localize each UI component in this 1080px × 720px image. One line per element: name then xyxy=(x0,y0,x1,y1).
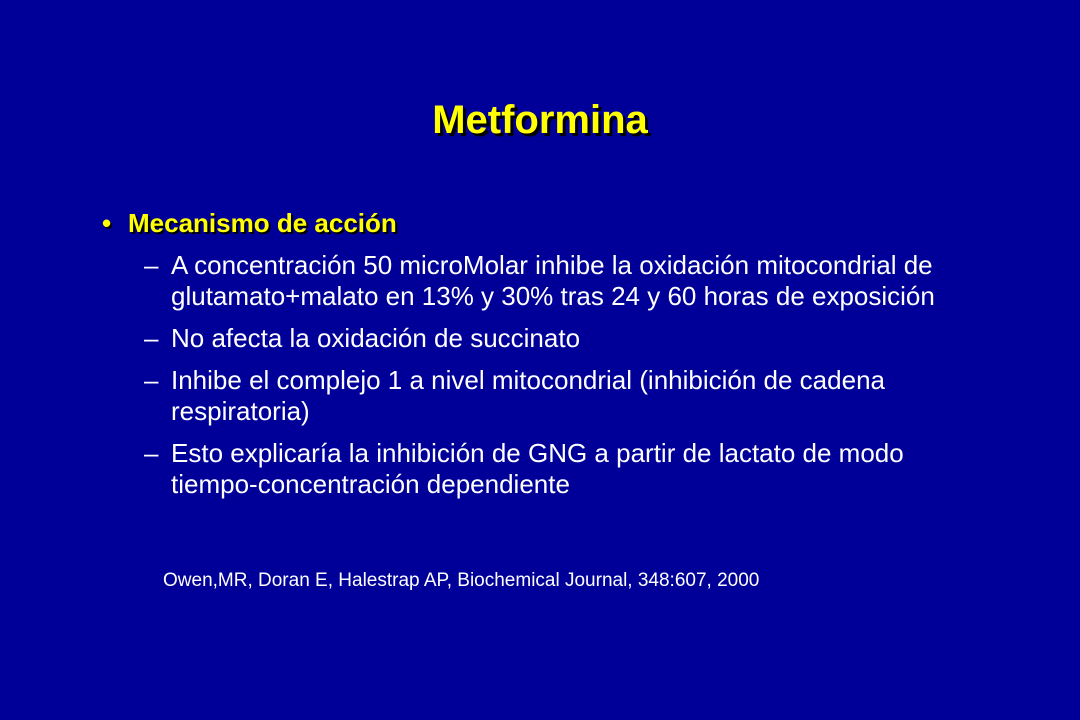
slide-content xyxy=(102,208,1002,511)
bullet-icon: • xyxy=(102,208,112,238)
list-item-text: Inhibe el complejo 1 a nivel mitocondrial (inhibición de cadena respiratoria) xyxy=(171,365,885,426)
dash-icon: – xyxy=(144,250,159,280)
list-item-text: Esto explicaría la inhibición de GNG a partir de lactato de modo tiempo-concentración dependiente xyxy=(171,438,904,499)
citation: Owen,MR, Doran E, Halestrap AP, Biochemical Journal, 348:607, 2000 xyxy=(163,570,760,591)
list-item-text: A concentración 50 microMolar inhibe la oxidación mitocondrial de glutamato+malato en 13% y 30% tras 24 y 60 horas de exposición xyxy=(171,250,935,311)
dash-icon: – xyxy=(144,365,159,395)
dash-icon: – xyxy=(144,438,159,468)
list-item xyxy=(144,365,1002,427)
list-item-text: No afecta la oxidación de succinato xyxy=(171,323,581,353)
slide-title: Metformina xyxy=(432,98,648,142)
heading-label: Mecanismo de acción xyxy=(128,208,397,238)
list-item xyxy=(144,323,1002,354)
dash-icon: – xyxy=(144,323,159,353)
list-item xyxy=(144,438,1002,500)
sub-bullet-list xyxy=(102,250,1002,500)
list-item xyxy=(144,250,1002,312)
bullet-heading xyxy=(102,208,1002,239)
